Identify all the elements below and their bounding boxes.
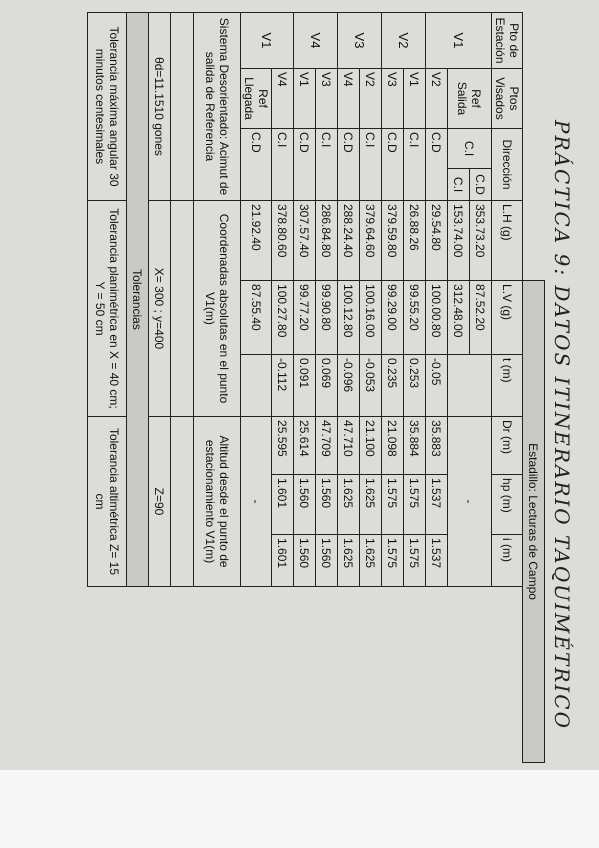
- table-row: [470, 13, 492, 763]
- tolerances-header-row: [127, 13, 149, 763]
- lh-cell: 379.59.80: [382, 201, 404, 281]
- info-data-row: [149, 13, 171, 763]
- dr-cell: 47.709: [316, 417, 338, 475]
- t-cell: [448, 355, 492, 417]
- dr-cell: 25.595: [272, 417, 294, 475]
- header-spacer: [523, 13, 545, 281]
- direccion-cell: C.I: [316, 129, 338, 201]
- desorientado-label: Sistema Desorientado: Acimut de salida de Referencia: [194, 13, 241, 201]
- header-lv: L.V (g): [492, 281, 523, 355]
- header-direccion: Dirección: [492, 129, 523, 201]
- hp-cell: 1.625: [360, 475, 382, 535]
- info-label-row: [194, 13, 241, 763]
- header-t: t (m): [492, 355, 523, 417]
- visado-cell: V1: [404, 69, 426, 129]
- header-i: i (m): [492, 535, 523, 587]
- visado-cell: V1: [294, 69, 316, 129]
- station-cell: V2: [382, 13, 426, 69]
- dr-cell: 35.883: [426, 417, 448, 475]
- t-cell: -0.053: [360, 355, 382, 417]
- visado-cell: V2: [360, 69, 382, 129]
- i-cell: 1.575: [404, 535, 426, 587]
- altitud-label: Altitud desde el punto de estacionamiento V1(m): [194, 417, 241, 587]
- dr-cell: 25.614: [294, 417, 316, 475]
- table-row: [241, 13, 272, 763]
- direccion-cell: C.I: [360, 129, 382, 201]
- info-value-row: [171, 13, 194, 763]
- lh-cell: 307.57.40: [294, 201, 316, 281]
- i-cell: 1.560: [294, 535, 316, 587]
- hp-cell: 1.560: [316, 475, 338, 535]
- station-cell: V1: [241, 13, 294, 69]
- lv-cell: 99.77.20: [294, 281, 316, 355]
- direccion-cell: C.I: [272, 129, 294, 201]
- lv-cell: 99.55.20: [404, 281, 426, 355]
- hp-cell: 1.537: [426, 475, 448, 535]
- direccion-cell: C.D: [382, 129, 404, 201]
- direccion-cell: C.I: [448, 129, 492, 169]
- blank-cell: [171, 417, 194, 587]
- altimetric-tolerance: Tolerancia altimétrica Z= 15 cm: [88, 417, 127, 587]
- i-cell: 1.625: [338, 535, 360, 587]
- t-cell: [241, 355, 272, 417]
- table-row: [426, 13, 448, 763]
- lv-cell: 99.29.00: [382, 281, 404, 355]
- acimut-value: θd=11.1510 gones: [149, 13, 171, 201]
- visado-cell: Ref Salida: [448, 69, 492, 129]
- hp-cell: 1.625: [338, 475, 360, 535]
- lv-cell: 100.27.80: [272, 281, 294, 355]
- lh-cell: 21.92.40: [241, 201, 272, 281]
- table-row: [272, 13, 294, 763]
- blank-cell: [171, 201, 194, 417]
- dr-cell: 47.710: [338, 417, 360, 475]
- planimetric-tolerance: Tolerancia planimétrica en X = 40 cm; Y = 50 cm: [88, 201, 127, 417]
- lh-cell: 26.88.26: [404, 201, 426, 281]
- lh-cell: 29.54.80: [426, 201, 448, 281]
- table-row: [404, 13, 426, 763]
- table-row: [294, 13, 316, 763]
- visado-cell: Ref Llegada: [241, 69, 272, 129]
- station-cell: V3: [338, 13, 382, 69]
- table-row: [338, 13, 360, 763]
- altitude-value: Z=90: [149, 417, 171, 587]
- lv-cell: 87.55.40: [241, 281, 272, 355]
- visado-cell: V4: [338, 69, 360, 129]
- lh-cell: 353.73.20: [470, 201, 492, 281]
- page-bottom-margin: [0, 770, 599, 848]
- i-cell: 1.625: [360, 535, 382, 587]
- lv-cell: 100.16.00: [360, 281, 382, 355]
- dr-cell: -: [448, 417, 492, 587]
- t-cell: 0.235: [382, 355, 404, 417]
- lh-cell: 286.84.80: [316, 201, 338, 281]
- lh-cell: 379.64.60: [360, 201, 382, 281]
- i-cell: 1.601: [272, 535, 294, 587]
- table-row: [382, 13, 404, 763]
- handwritten-title: PRÁCTICA 9: DATOS ITINERARIO TAQUIMÉTRICO: [550, 120, 574, 730]
- table-title: Estadillo: Lecturas de Campo: [523, 281, 545, 763]
- lv-cell: 87.52.20: [470, 281, 492, 355]
- header-hp: hp (m): [492, 475, 523, 535]
- direccion-cell: C.I: [404, 129, 426, 201]
- visado-cell: V2: [426, 69, 448, 129]
- lv-cell: 312.48.00: [448, 281, 470, 355]
- hp-cell: 1.575: [382, 475, 404, 535]
- angular-tolerance: Tolerancia máxima angular 30 minutos centesimales: [88, 13, 127, 201]
- coordinates-value: X= 300 ; y=400: [149, 201, 171, 417]
- right-spacer: [492, 587, 523, 763]
- hp-cell: 1.560: [294, 475, 316, 535]
- i-cell: 1.575: [382, 535, 404, 587]
- t-cell: -0.096: [338, 355, 360, 417]
- station-cell: V4: [294, 13, 338, 69]
- sub-direccion-cell: C.I: [448, 169, 470, 201]
- header-pto-estacion: Pto de Estación: [492, 13, 523, 69]
- sub-direccion-cell: C.D: [470, 169, 492, 201]
- direccion-cell: C.D: [426, 129, 448, 201]
- i-cell: 1.537: [426, 535, 448, 587]
- visado-cell: V4: [272, 69, 294, 129]
- hp-cell: 1.601: [272, 475, 294, 535]
- lh-cell: 378.80.60: [272, 201, 294, 281]
- dr-cell: 21.100: [360, 417, 382, 475]
- visado-cell: V3: [316, 69, 338, 129]
- dr-cell: -: [241, 417, 272, 587]
- dr-cell: 21.098: [382, 417, 404, 475]
- hp-cell: 1.575: [404, 475, 426, 535]
- visado-cell: V3: [382, 69, 404, 129]
- tolerances-header: Tolerancias: [127, 13, 149, 587]
- direccion-cell: C.D: [241, 129, 272, 201]
- lv-cell: 99.90.80: [316, 281, 338, 355]
- coordenadas-label: Coordenadas absolutas en el punto V1(m): [194, 201, 241, 417]
- lv-cell: 100.12.80: [338, 281, 360, 355]
- header-dr: Dr (m): [492, 417, 523, 475]
- station-cell: V1: [426, 13, 492, 69]
- t-cell: 0.069: [316, 355, 338, 417]
- direccion-cell: C.D: [338, 129, 360, 201]
- header-lh: L.H (g): [492, 201, 523, 281]
- lv-cell: 100.00.80: [426, 281, 448, 355]
- t-cell: -0.112: [272, 355, 294, 417]
- field-readings-table: [87, 12, 545, 763]
- i-cell: 1.560: [316, 535, 338, 587]
- lh-cell: 288.24.40: [338, 201, 360, 281]
- t-cell: 0.091: [294, 355, 316, 417]
- blank-cell: [171, 13, 194, 201]
- table-row: [316, 13, 338, 763]
- t-cell: -0.05: [426, 355, 448, 417]
- header-ptos-visados: Ptos Visados: [492, 69, 523, 129]
- t-cell: 0.253: [404, 355, 426, 417]
- dr-cell: 35.884: [404, 417, 426, 475]
- rotated-sheet: [19, 8, 579, 768]
- tolerances-row: [88, 13, 127, 763]
- direccion-cell: C.D: [294, 129, 316, 201]
- lh-cell: 153.74.00: [448, 201, 470, 281]
- table-row: [360, 13, 382, 763]
